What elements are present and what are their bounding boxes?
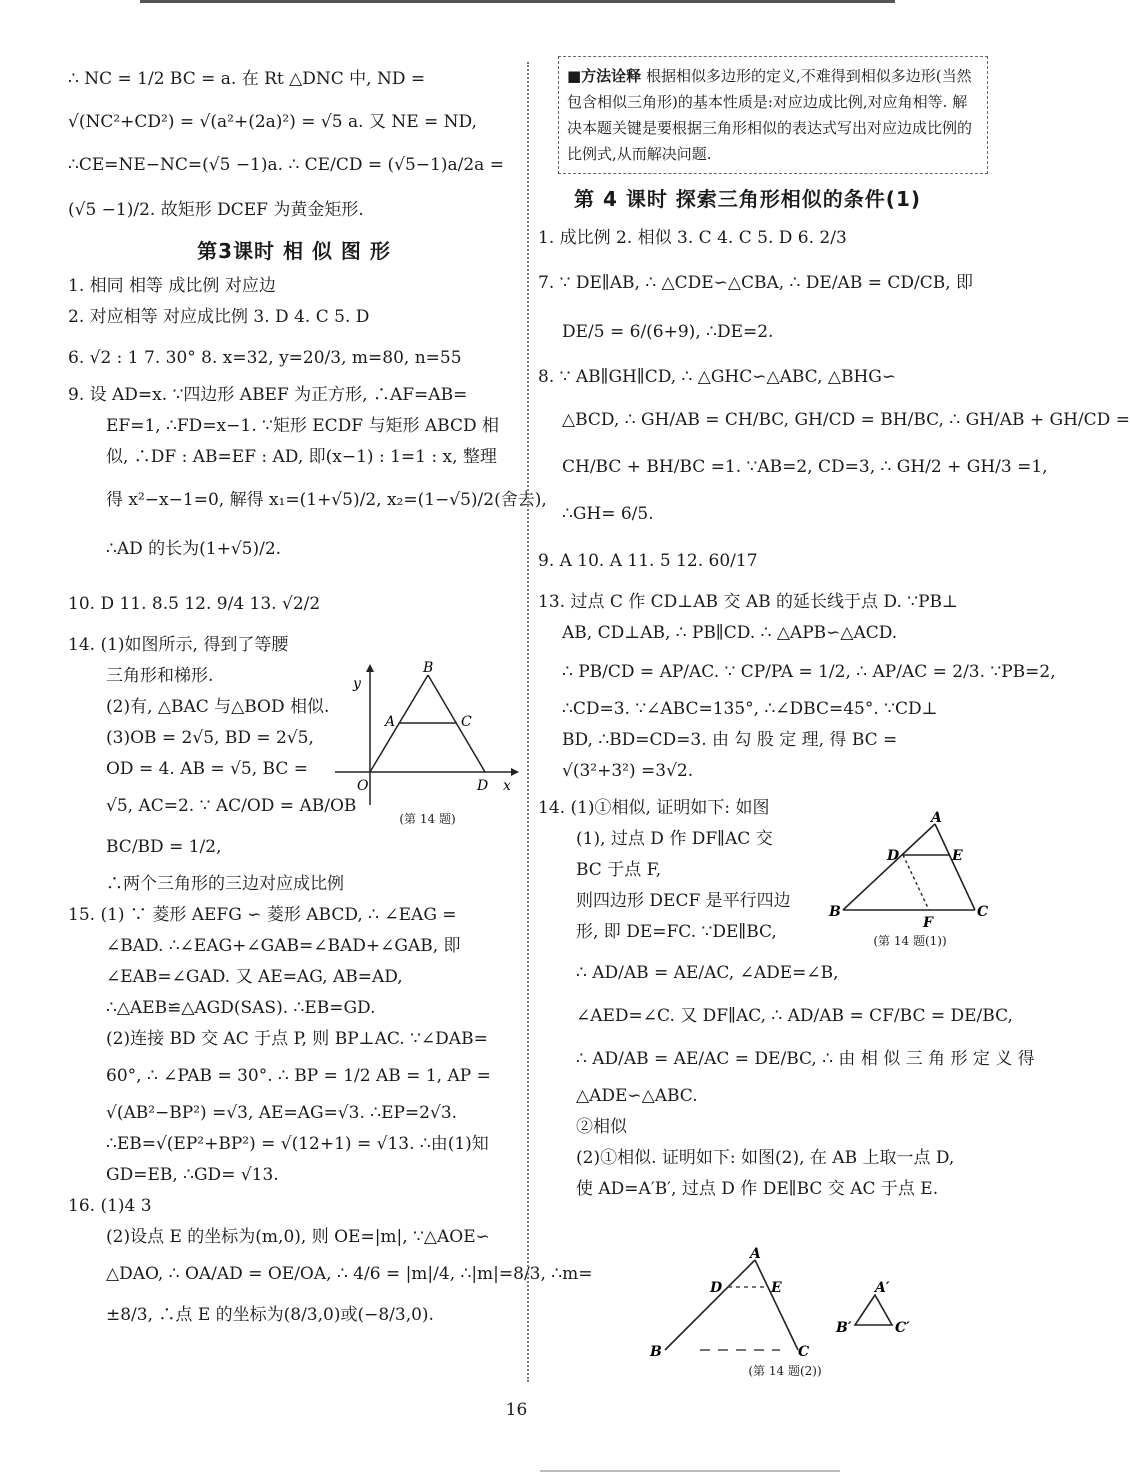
section-heading: 第3课时 相 似 图 形 bbox=[197, 239, 391, 263]
answer-line: 则四边形 DECF 是平行四边 bbox=[576, 891, 791, 911]
answer-line: ∠AED=∠C. 又 DF∥AC, ∴ AD/AB = CF/BC = DE/BC, bbox=[576, 1006, 1013, 1026]
answer-line: △DAO, ∴ OA/AD = OE/OA, ∴ 4/6 = |m|/4, ∴|m|=8/3, ∴m= bbox=[106, 1264, 593, 1284]
label-D: D bbox=[477, 778, 489, 794]
label-B-prime: B′ bbox=[836, 1320, 852, 1336]
answer-line: 1. 相同 相等 成比例 对应边 bbox=[68, 276, 276, 296]
label-A: A bbox=[931, 810, 942, 826]
label-D: D bbox=[887, 848, 900, 864]
answer-line: ∴△AEB≌△AGD(SAS). ∴EB=GD. bbox=[106, 998, 376, 1018]
answer-line: (1), 过点 D 作 DF∥AC 交 bbox=[576, 829, 773, 849]
label-C: C bbox=[798, 1344, 810, 1360]
answer-line: 60°, ∴ ∠PAB = 30°. ∴ BP = 1/2 AB = 1, AP = bbox=[106, 1066, 491, 1086]
answer-line: 13. 过点 C 作 CD⊥AB 交 AB 的延长线于点 D. ∵PB⊥ bbox=[538, 592, 959, 612]
answer-line: 似, ∴DF : AB=EF : AD, 即(x−1) : 1=1 : x, 整理 bbox=[106, 447, 497, 467]
answer-line: ∴CD=3. ∵∠ABC=135°, ∴∠DBC=45°. ∵CD⊥ bbox=[562, 699, 938, 719]
figure-caption: (第 14 题) bbox=[399, 812, 456, 826]
label-A: A bbox=[385, 714, 396, 730]
answer-line: 15. (1) ∵ 菱形 AEFG ∽ 菱形 ABCD, ∴ ∠EAG = bbox=[68, 905, 457, 925]
top-rule bbox=[140, 0, 895, 3]
label-C: C bbox=[461, 714, 472, 730]
method-text: 根据相似多边形的定义,不难得到相似多边形(当然包含相似三角形)的基本性质是:对应边成比例,对应角相等. 解决本题关键是要根据三角形相似的表达式写出对应边成比例的比例式,从而解决问题. bbox=[567, 67, 973, 163]
answer-line: ∴AD 的长为(1+√5)/2. bbox=[106, 539, 282, 559]
label-B: B bbox=[650, 1344, 662, 1360]
label-A: A bbox=[750, 1246, 761, 1262]
label-A-prime: A′ bbox=[875, 1280, 890, 1296]
label-C: C bbox=[977, 904, 989, 920]
answer-line: ∴ PB/CD = AP/AC. ∵ CP/PA = 1/2, ∴ AP/AC = 2/3. ∵PB=2, bbox=[562, 662, 1056, 682]
answer-line: ∴ AD/AB = AE/AC, ∠ADE=∠B, bbox=[576, 963, 839, 983]
label-x: x bbox=[503, 778, 511, 794]
answer-line: BC 于点 F, bbox=[576, 860, 662, 880]
answer-line: 6. √2 : 1 7. 30° 8. x=32, y=20/3, m=80, n=55 bbox=[68, 348, 462, 368]
label-y: y bbox=[353, 676, 361, 692]
answer-line: 得 x²−x−1=0, 解得 x₁=(1+√5)/2, x₂=(1−√5)/2(舍去), bbox=[106, 490, 547, 510]
page-number: 16 bbox=[505, 1400, 528, 1420]
answer-line: ∠EAB=∠GAD. 又 AE=AG, AB=AD, bbox=[106, 967, 403, 987]
answer-line: GD=EB, ∴GD= √13. bbox=[106, 1165, 279, 1185]
answer-line: 7. ∵ DE∥AB, ∴ △CDE∽△CBA, ∴ DE/AB = CD/CB, 即 bbox=[538, 273, 974, 293]
text-line: ∴ NC = 1/2 BC = a. 在 Rt △DNC 中, ND = bbox=[68, 69, 426, 89]
figure-14-coordinate bbox=[335, 660, 520, 830]
answer-line: √(3²+3²) =3√2. bbox=[562, 761, 694, 781]
answer-line: △ADE∽△ABC. bbox=[576, 1086, 698, 1106]
answer-line: 8. ∵ AB∥GH∥CD, ∴ △GHC∽△ABC, △BHG∽ bbox=[538, 367, 897, 387]
answer-line: BC/BD = 1/2, bbox=[106, 837, 222, 857]
answer-line: DE/5 = 6/(6+9), ∴DE=2. bbox=[562, 322, 774, 342]
answer-line: ②相似 bbox=[576, 1117, 627, 1137]
text-line: √(NC²+CD²) = √(a²+(2a)²) = √5 a. 又 NE = ND, bbox=[68, 112, 477, 132]
text-line: ∴CE=NE−NC=(√5 −1)a. ∴ CE/CD = (√5−1)a/2a = bbox=[68, 155, 504, 175]
answer-line: CH/BC + BH/BC =1. ∵AB=2, CD=3, ∴ GH/2 + GH/3 =1, bbox=[562, 457, 1048, 477]
answer-line: 使 AD=A′B′, 过点 D 作 DE∥BC 交 AC 于点 E. bbox=[576, 1179, 939, 1199]
figure-14-1 bbox=[825, 812, 995, 952]
answer-line: △BCD, ∴ GH/AB = CH/BC, GH/CD = BH/BC, ∴ GH/AB + GH/CD = bbox=[562, 410, 1130, 430]
answer-line: (2)有, △BAC 与△BOD 相似. bbox=[106, 697, 330, 717]
label-F: F bbox=[923, 915, 933, 931]
answer-line: ±8/3, ∴点 E 的坐标为(8/3,0)或(−8/3,0). bbox=[106, 1305, 434, 1325]
method-tag: ■方法诠释 bbox=[567, 67, 642, 85]
answer-line: 1. 成比例 2. 相似 3. C 4. C 5. D 6. 2/3 bbox=[538, 228, 847, 248]
answer-line: 14. (1)如图所示, 得到了等腰 bbox=[68, 635, 289, 655]
answer-line: (2)设点 E 的坐标为(m,0), 则 OE=|m|, ∵△AOE∽ bbox=[106, 1227, 490, 1247]
answer-line: 16. (1)4 3 bbox=[68, 1196, 152, 1216]
right-column bbox=[538, 50, 1130, 1205]
bottom-rule bbox=[540, 1470, 840, 1472]
label-O: O bbox=[357, 778, 369, 794]
answer-line: √5, AC=2. ∵ AC/OD = AB/OB bbox=[106, 796, 357, 816]
answer-line: 14. (1)①相似, 证明如下: 如图 bbox=[538, 798, 770, 818]
answer-line: 10. D 11. 8.5 12. 9/4 13. √2/2 bbox=[68, 594, 321, 614]
answer-line: ∴ AD/AB = AE/AC = DE/BC, ∴ 由 相 似 三 角 形 定 义 得 bbox=[576, 1049, 1035, 1069]
label-E: E bbox=[771, 1280, 782, 1296]
answer-line: 形, 即 DE=FC. ∵DE∥BC, bbox=[576, 922, 777, 942]
label-C-prime: C′ bbox=[895, 1320, 910, 1336]
question-16 bbox=[68, 1191, 593, 1331]
answer-line: (2)①相似. 证明如下: 如图(2), 在 AB 上取一点 D, bbox=[576, 1148, 955, 1168]
answer-line: 三角形和梯形. bbox=[106, 666, 214, 686]
answer-line: (2)连接 BD 交 AC 于点 P, 则 BP⊥AC. ∵∠DAB= bbox=[106, 1029, 488, 1049]
section-heading: 第 4 课时 探索三角形相似的条件(1) bbox=[574, 187, 922, 211]
answer-line: OD = 4. AB = √5, BC = bbox=[106, 759, 308, 779]
answer-line: EF=1, ∴FD=x−1. ∵矩形 ECDF 与矩形 ABCD 相 bbox=[106, 416, 500, 436]
answer-line: √(AB²−BP²) =√3, AE=AG=√3. ∴EP=2√3. bbox=[106, 1103, 458, 1123]
answer-line: ∠BAD. ∴∠EAG+∠GAB=∠BAD+∠GAB, 即 bbox=[106, 936, 461, 956]
figure-caption: (第 14 题(2)) bbox=[748, 1364, 822, 1378]
answer-line: (3)OB = 2√5, BD = 2√5, bbox=[106, 728, 314, 748]
figure-caption: (第 14 题(1)) bbox=[873, 934, 947, 948]
answer-line: 9. A 10. A 11. 5 12. 60/17 bbox=[538, 551, 758, 571]
label-E: E bbox=[952, 848, 963, 864]
figure-14-2 bbox=[640, 1246, 930, 1380]
answer-line: BD, ∴BD=CD=3. 由 勾 股 定 理, 得 BC = bbox=[562, 730, 898, 750]
answer-line: 2. 对应相等 对应成比例 3. D 4. C 5. D bbox=[68, 307, 370, 327]
answer-line: ∴两个三角形的三边对应成比例 bbox=[106, 874, 344, 894]
method-note-box bbox=[558, 56, 988, 174]
label-D: D bbox=[710, 1280, 723, 1296]
text-line: (√5 −1)/2. 故矩形 DCEF 为黄金矩形. bbox=[68, 200, 364, 220]
question-15 bbox=[68, 900, 520, 1191]
label-B: B bbox=[423, 660, 434, 676]
column-divider bbox=[527, 62, 529, 1382]
label-B: B bbox=[829, 904, 841, 920]
answer-line: ∴EB=√(EP²+BP²) = √(12+1) = √13. ∴由(1)知 bbox=[106, 1134, 489, 1154]
answer-line: 9. 设 AD=x. ∵四边形 ABEF 为正方形, ∴AF=AB= bbox=[68, 385, 468, 405]
answer-line: AB, CD⊥AB, ∴ PB∥CD. ∴ △APB∽△ACD. bbox=[562, 623, 898, 643]
answer-line: ∴GH= 6/5. bbox=[562, 504, 654, 524]
